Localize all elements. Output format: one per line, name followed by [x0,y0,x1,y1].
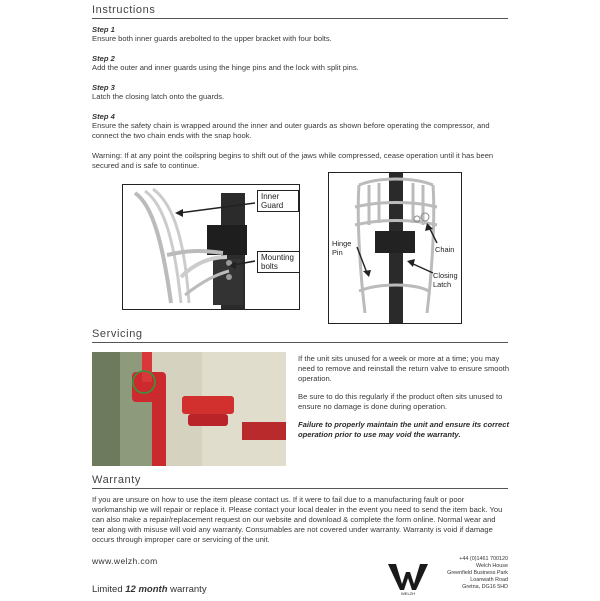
chain-label: Chain [435,245,455,254]
company-address [398,556,508,591]
warranty-months: 12 month [125,584,168,595]
hinge-pin-label: Hinge Pin [332,239,352,257]
warranty-text: If you are unsure on how to use the item please contact us. If it were to fail due to a manufacturing fault or poor workmanship we will repair or replace it. Please contact your local dealer in the event you need to send the item back. You can also make a repair/replacement request on our website and download & complete the form online. Normal wear and tear along with misuse will void any warranty. Consumables are not covered under warranty. Warranty is void if damage occurs through improper care or servicing of the unit. [92,495,503,544]
step-1-title: Step 1 [92,25,115,34]
servicing-paragraph-1: If the unit sits unused for a week or more at a time; you may need to remove and reinstall the return valve to ensure smooth operation. [298,354,510,383]
instructions-heading: Instructions [92,4,508,19]
address-phone: +44 (0)1461 700120 [459,556,508,562]
step-2-title: Step 2 [92,54,115,63]
step-4-text: Ensure the safety chain is wrapped around the inner and outer guards as shown before operating the compressor, and connect the two chain ends with the snap hook. [92,121,490,140]
servicing-paragraph-2: Be sure to do this regularly if the product often sits unused to ensure no damage is done during operation. [298,392,503,411]
address-line-1: Welch House [476,563,508,569]
mounting-bolts-label: Mounting bolts [257,251,300,273]
servicing-warning: Failure to properly maintain the unit and ensure its correct operation prior to use may void the warranty. [298,420,509,439]
warranty-heading: Warranty [92,474,508,489]
warning-text: Warning: If at any point the coilspring begins to shift out of the jaws while compressed, cease operation until it has been secured and is safe to continue. [92,151,494,170]
inner-guard-label: Inner Guard [257,190,299,212]
address-line-3: Loanwath Road [470,577,508,583]
address-line-4: Gretna, DG16 5HD [462,584,508,590]
step-3-title: Step 3 [92,83,115,92]
step-1-text: Ensure both inner guards arebolted to the upper bracket with four bolts. [92,34,332,43]
step-3-text: Latch the closing latch onto the guards. [92,92,225,101]
limited-word: Limited [92,584,123,595]
svg-text:WELZH: WELZH [401,591,415,596]
address-line-2: Greenfield Business Park [447,570,508,576]
step-2-text: Add the outer and inner guards using the hinge pins and the lock with split pins. [92,63,359,72]
limited-warranty-note [92,584,207,595]
outer-guard-figure [328,172,462,324]
servicing-heading: Servicing [92,328,508,343]
inner-guard-figure [122,184,300,310]
warranty-word: warranty [170,584,207,595]
step-4-title: Step 4 [92,112,115,121]
return-valve-photo [92,352,286,466]
closing-latch-label: Closing Latch [433,271,458,289]
servicing-photo [92,352,286,466]
website-link[interactable]: www.welzh.com [92,556,158,566]
